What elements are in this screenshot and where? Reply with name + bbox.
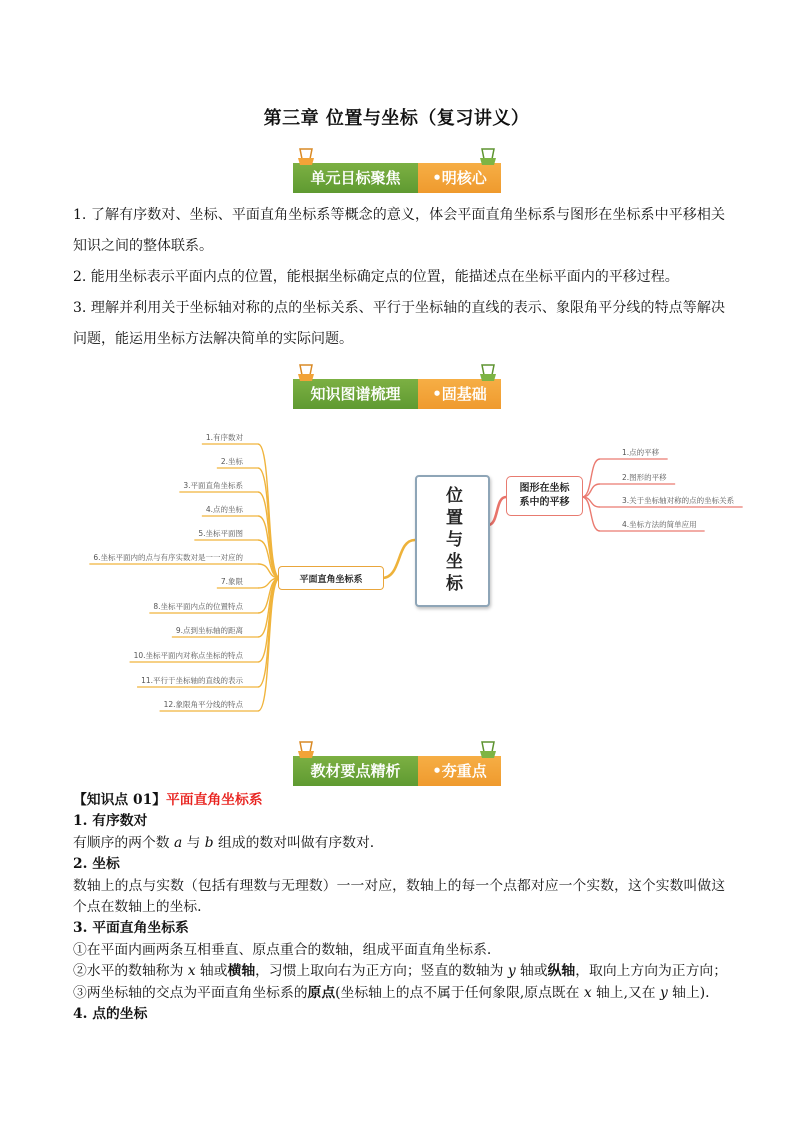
- text-run: 与: [182, 834, 205, 851]
- banner-main-label: 教材要点精析: [293, 756, 418, 786]
- text-run: ，取向上方向为正方向；: [575, 963, 727, 980]
- section-heading: 2. 坐标: [73, 856, 120, 873]
- section-text: ①在平面内画两条互相垂直、原点重合的数轴，组成平面直角坐标系.: [73, 941, 492, 958]
- text-run: ②水平的数轴称为: [73, 963, 188, 980]
- mindmap-right-node-label: 图形在坐标系中的平移: [519, 483, 570, 508]
- mindmap-left-node: 平面直角坐标系: [278, 566, 384, 590]
- mindmap-right-item: 3.关于坐标轴对称的点的坐标关系: [622, 496, 735, 505]
- section-heading: 3. 平面直角坐标系: [73, 920, 189, 937]
- mindmap-left-item: 10.坐标平面内对称点坐标的特点: [133, 651, 243, 660]
- mindmap-left-item: 6.坐标平面内的点与有序实数对是一一对应的: [93, 553, 243, 562]
- mindmap-right-item: 1.点的平移: [622, 448, 660, 457]
- math-var: x: [187, 963, 196, 980]
- text-run: 轴或: [195, 963, 228, 980]
- math-var: x: [583, 984, 592, 1001]
- binder-clip-icon: [297, 147, 315, 165]
- banner-main-label: 单元目标聚焦: [293, 163, 418, 193]
- math-var: b: [204, 834, 214, 851]
- banner-knowledge-map: [293, 379, 501, 409]
- mindmap-right-branch: [582, 484, 600, 497]
- binder-clip-icon: [479, 740, 497, 758]
- text-run: (坐标轴上的点不属于任何象限,原点既在: [335, 984, 584, 1001]
- knowledge-point-tag: 【知识点 01】: [73, 792, 166, 808]
- knowledge-point-01: [73, 790, 725, 1025]
- math-var: a: [173, 834, 183, 851]
- banner-tag-label: •固基础: [418, 379, 501, 409]
- document-title: 第三章 位置与坐标（复习讲义）: [263, 108, 530, 129]
- mindmap-right-node: [506, 476, 583, 516]
- binder-clip-icon: [297, 740, 315, 758]
- mindmap-left-item: 2.坐标: [220, 457, 243, 466]
- mindmap-left-item: 4.点的坐标: [205, 505, 243, 514]
- bold-term: 原点: [307, 984, 336, 1001]
- text-run: 轴上).: [667, 984, 710, 1001]
- bold-term: 横轴: [227, 963, 256, 980]
- knowledge-point-heading: [73, 790, 725, 811]
- binder-clip-icon: [297, 363, 315, 381]
- binder-clip-icon: [479, 363, 497, 381]
- math-var: y: [659, 984, 668, 1001]
- knowledge-point-title: 平面直角坐标系: [166, 792, 263, 808]
- math-var: y: [507, 963, 516, 980]
- unit-goals: [73, 200, 725, 355]
- banner-tag-label: •夯重点: [418, 756, 501, 786]
- mindmap-left-item: 5.坐标平面图: [198, 529, 243, 538]
- section-text: [73, 833, 725, 854]
- text-run: 轴上,又在: [591, 984, 660, 1001]
- mindmap-left-item: 1.有序数对: [205, 433, 243, 442]
- goal-item: 3. 理解并利用关于坐标轴对称的点的坐标关系、平行于坐标轴的直线的表示、象限角平分线的特点等解决问题，能运用坐标方法解决简单的实际问题。: [73, 300, 725, 347]
- section-heading: 1. 有序数对: [73, 813, 148, 830]
- mindmap-center-node: [415, 475, 490, 607]
- mindmap-right-item: 4.坐标方法的简单应用: [622, 520, 697, 529]
- mindmap-left-item: 12.象限角平分线的特点: [163, 700, 243, 709]
- banner-tag-label: •明核心: [418, 163, 501, 193]
- goal-item: 2. 能用坐标表示平面内点的位置，能根据坐标确定点的位置，能描述点在坐标平面内的平移过程。: [73, 269, 679, 285]
- text-run: 有顺序的两个数: [73, 834, 174, 851]
- section-text: [73, 961, 725, 982]
- mindmap-right-connector: [488, 497, 506, 525]
- text-run: 轴或: [515, 963, 548, 980]
- mindmap-left-item: 11.平行于坐标轴的直线的表示: [141, 676, 243, 685]
- mindmap-left-item: 3.平面直角坐标系: [183, 481, 243, 490]
- mindmap: [0, 420, 793, 720]
- banner-unit-goals: [293, 163, 501, 193]
- text-run: ，习惯上取向右为正方向；竖直的数轴为: [255, 963, 508, 980]
- mindmap-right-item: 2.图形的平移: [622, 473, 667, 482]
- goal-item: 1. 了解有序数对、坐标、平面直角坐标系等概念的意义，体会平面直角坐标系与图形在坐标系中平移相关知识之间的整体联系。: [73, 207, 725, 254]
- mindmap-left-connector: [382, 540, 415, 578]
- bold-term: 纵轴: [547, 963, 576, 980]
- text-run: ③两坐标轴的交点为平面直角坐标系的: [73, 984, 308, 1001]
- section-heading: 4. 点的坐标: [73, 1006, 148, 1023]
- section-text: 数轴上的点与实数（包括有理数与无理数）一一对应，数轴上的每一个点都对应一个实数，这个实数叫做这个点在数轴上的坐标.: [73, 877, 725, 916]
- binder-clip-icon: [479, 147, 497, 165]
- text-run: 组成的数对叫做有序数对.: [213, 834, 375, 851]
- mindmap-left-item: 8.坐标平面内点的位置特点: [153, 602, 243, 611]
- section-text: [73, 983, 725, 1004]
- mindmap-left-item: 9.点到坐标轴的距离: [175, 626, 243, 635]
- mindmap-center-label: 位置与坐标: [442, 486, 462, 596]
- mindmap-left-item: 7.象限: [220, 577, 243, 586]
- banner-key-points: [293, 756, 501, 786]
- banner-main-label: 知识图谱梳理: [293, 379, 418, 409]
